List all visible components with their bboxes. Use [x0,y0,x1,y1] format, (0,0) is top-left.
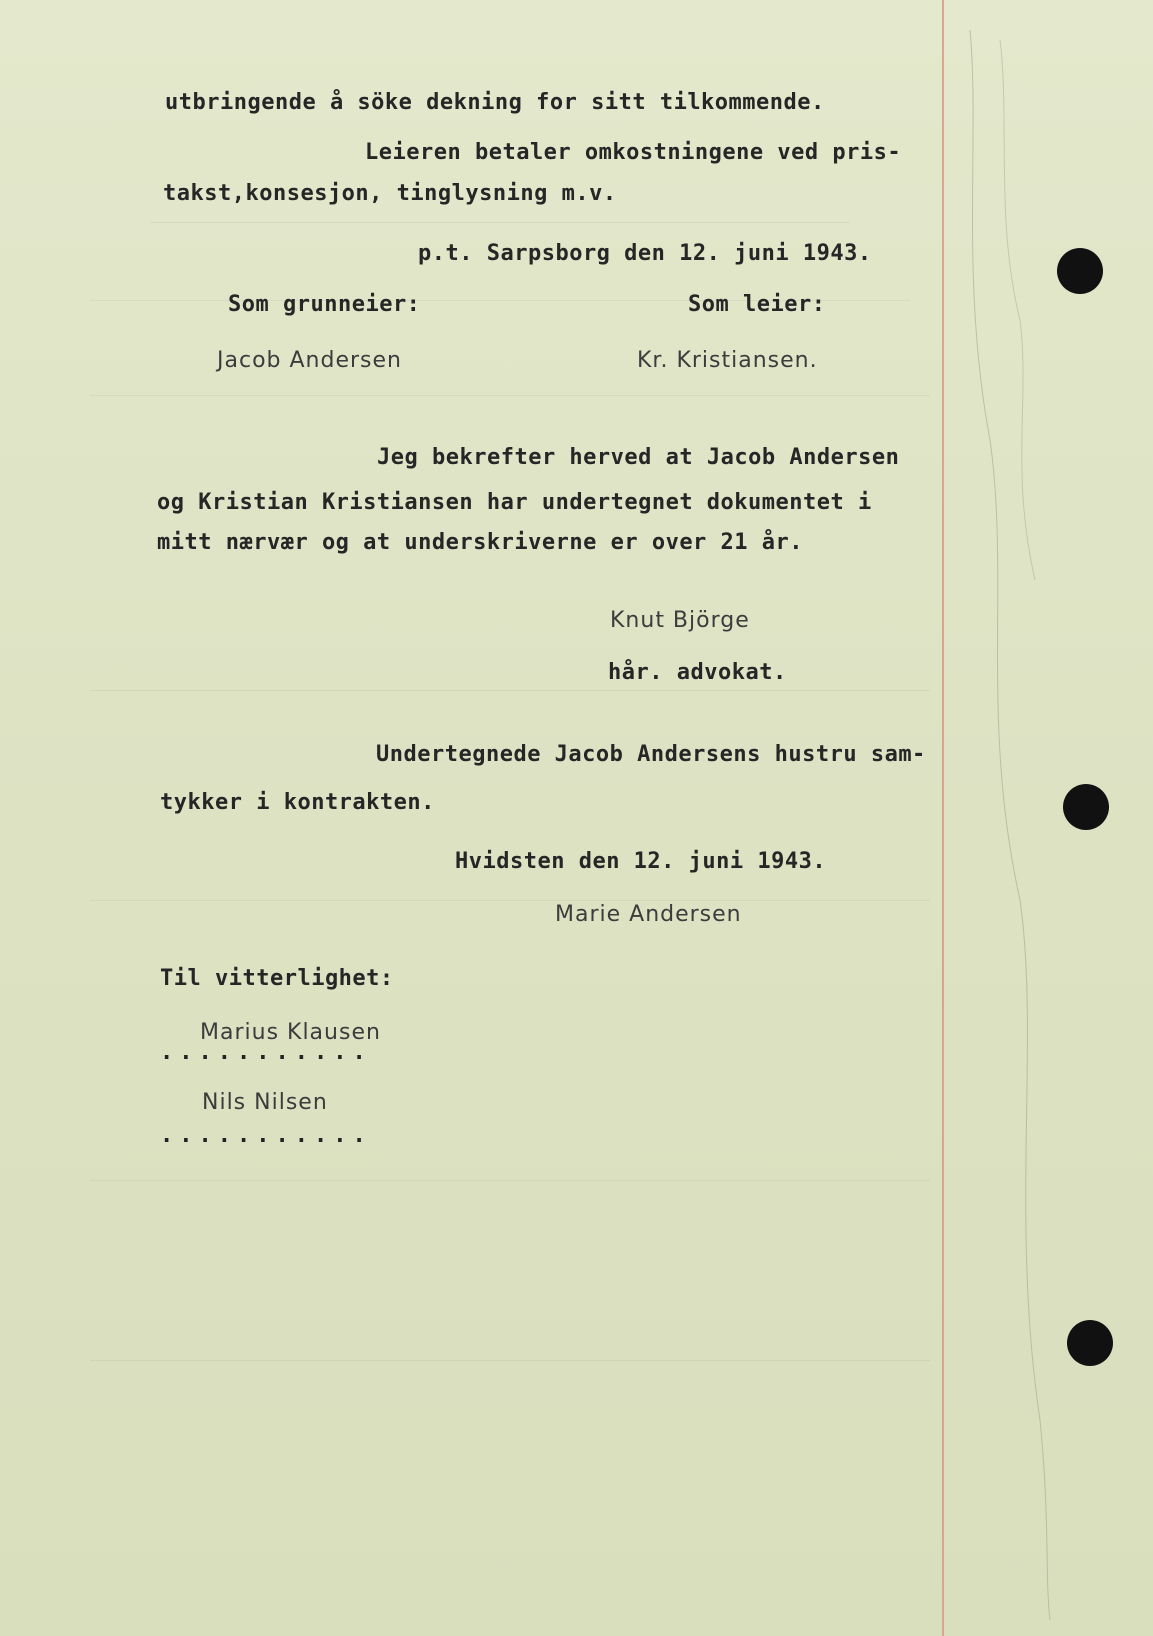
signature-witness: Marius Klausen [200,1020,381,1045]
text-line: utbringende å söke dekning for sitt tilkommende. [165,90,825,115]
bleed-through [90,690,930,691]
text-line: Jeg bekrefter herved at Jacob Andersen [377,445,900,470]
bleed-through [90,395,930,396]
place-date: p.t. Sarpsborg den 12. juni 1943. [418,241,872,266]
signature-tenant: Kr. Kristiansen. [637,348,818,373]
signature-witness: Nils Nilsen [202,1090,328,1115]
signature-lawyer: Knut Björge [610,608,750,633]
margin-rule [942,0,944,1636]
signature-owner: Jacob Andersen [217,348,402,373]
text-line: Leieren betaler omkostningene ved pris- [365,140,902,165]
signature-dotted-line: ........... [160,1040,372,1065]
punch-hole [1067,1320,1113,1366]
text-line: og Kristian Kristiansen har undertegnet dokumentet i [157,490,872,515]
place-date: Hvidsten den 12. juni 1943. [455,849,827,874]
bleed-through [150,222,850,223]
punch-hole [1063,784,1109,830]
signature-wife: Marie Andersen [555,902,742,927]
text-line: tykker i kontrakten. [160,790,435,815]
text-line: takst,konsesjon, tinglysning m.v. [163,181,617,206]
bleed-through [90,1360,930,1361]
signer-label-owner: Som grunneier: [228,292,421,317]
bleed-through [90,1180,930,1181]
witness-label: Til vitterlighet: [160,966,394,991]
signature-dotted-line: ........... [160,1123,372,1148]
text-line: Undertegnede Jacob Andersens hustru sam- [376,742,926,767]
bleed-through [90,900,930,901]
punch-hole [1057,248,1103,294]
text-line: mitt nærvær og at underskriverne er over 21 år. [157,530,804,555]
lawyer-title: hår. advokat. [608,660,787,685]
signer-label-tenant: Som leier: [688,292,826,317]
